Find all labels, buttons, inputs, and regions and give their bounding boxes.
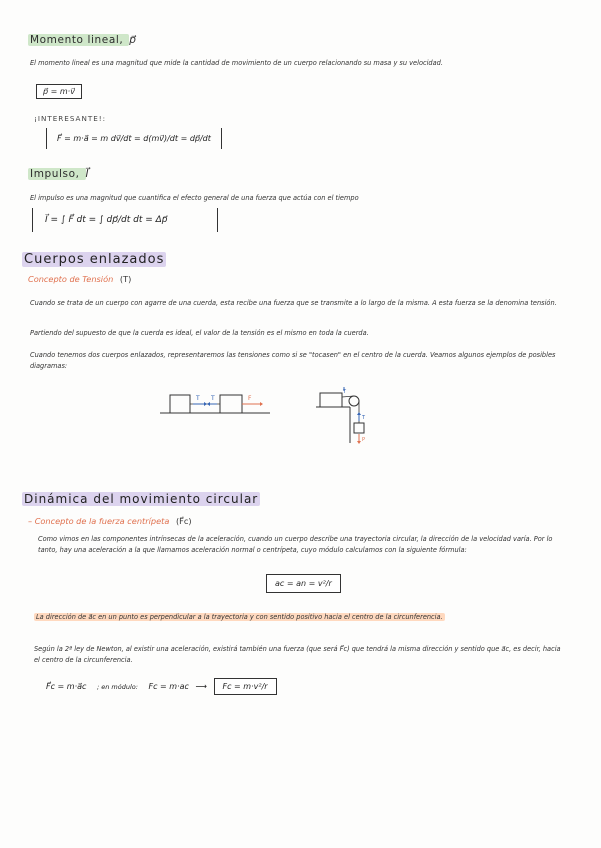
- formula-ac-box: ac = an = v²/r: [266, 574, 341, 593]
- formula-fc-mod: Fc = m·ac: [148, 682, 189, 691]
- cuerpos-para3: Cuando tenemos dos cuerpos enlazados, representaremos las tensiones como si se "tocasen" en el centro de la cuerda. Veamos algunos ejemplos de posibles diagramas:: [30, 351, 556, 370]
- impulso-definition: El impulso es una magnitud que cuantifica el efecto general de una fuerza que actúa con el tiempo: [30, 194, 359, 202]
- block-right: [220, 395, 242, 413]
- cuerpos-title: Cuerpos enlazados: [24, 252, 165, 267]
- label-t1: T: [196, 395, 200, 402]
- momento-definition: El momento lineal es una magnitud que mide la cantidad de movimiento de un cuerpo relacionando su masa y su velocidad.: [30, 59, 443, 67]
- interesante-formula: F⃗ = m·a⃗ = m dv⃗/dt = d(mv⃗)/dt = dp⃗/dt: [46, 128, 222, 149]
- dinamica-para2: La dirección de a⃗c en un punto es perpendicular a la trayectoria y con sentido positivo hacia el centro de la circunferencia.: [36, 613, 443, 621]
- dinamica-para3: Según la 2ª ley de Newton, al existir una aceleración, existirá también una fuerza (que será F⃗c) que tendrá la misma dirección y sentido que a⃗c, es decir, hacia el centro de la circunferencia.: [34, 645, 561, 664]
- label-t2: T: [211, 395, 215, 402]
- block-hanging: [354, 423, 364, 433]
- formula-fc-vec: F⃗c = m·a⃗c: [46, 682, 87, 691]
- label-t-hang: T: [362, 415, 366, 421]
- tension-subtitle: Concepto de Tensión (T): [28, 274, 132, 284]
- tension-symbol: (T): [119, 274, 132, 284]
- dinamica-para1: Como vimos en las componentes intrínsecas de la aceleración, cuando un cuerpo describe una trayectoria circular, la dirección de la velocidad varía. Por lo tanto, hay una aceleración a la que llamamos aceleración normal o centrípeta, cuyo módulo calculamos con la siguiente fórmula:: [38, 535, 553, 554]
- label-p: P: [362, 437, 366, 443]
- diagram-horizontal-blocks: [160, 388, 270, 424]
- label-t-top: T: [343, 389, 347, 395]
- diagram-pulley: [316, 385, 376, 445]
- cuerpos-para1: Cuando se trata de un cuerpo con agarre de una cuerda, esta recibe una fuerza que se transmite a lo largo de la misma. A esta fuerza se la denomina tensión.: [30, 299, 557, 307]
- pulley: [349, 396, 359, 406]
- momento-title: Momento lineal, p⃗: [30, 34, 137, 46]
- label-f: F: [248, 395, 252, 402]
- block-left: [170, 395, 190, 413]
- dinamica-title: Dinámica del movimiento circular: [24, 492, 259, 506]
- momento-symbol: p⃗: [129, 34, 137, 46]
- cuerpos-para2: Partiendo del supuesto de que la cuerda es ideal, el valor de la tensión es el mismo en toda la cuerda.: [30, 329, 369, 337]
- centripeta-subtitle: – Concepto de la fuerza centrípeta (F⃗c): [28, 516, 192, 526]
- formula-fc-text: ; en módulo:: [96, 683, 138, 691]
- formula-fc-row: [46, 678, 277, 695]
- centripeta-symbol: (F⃗c): [175, 516, 192, 526]
- interesante-label: ¡INTERESANTE!:: [34, 114, 107, 123]
- block-table: [320, 393, 342, 407]
- impulso-title: Impulso, I⃗: [30, 168, 90, 180]
- arrow-icon: ⟶: [195, 682, 207, 691]
- impulso-formula: I⃗ = ∫ F⃗ dt = ∫ dp⃗/dt dt = Δp⃗: [32, 208, 218, 232]
- momento-formula-box: p⃗ = m·v⃗: [36, 84, 82, 99]
- impulso-symbol: I⃗: [85, 168, 90, 180]
- formula-fc-box: Fc = m·v²/r: [214, 678, 277, 695]
